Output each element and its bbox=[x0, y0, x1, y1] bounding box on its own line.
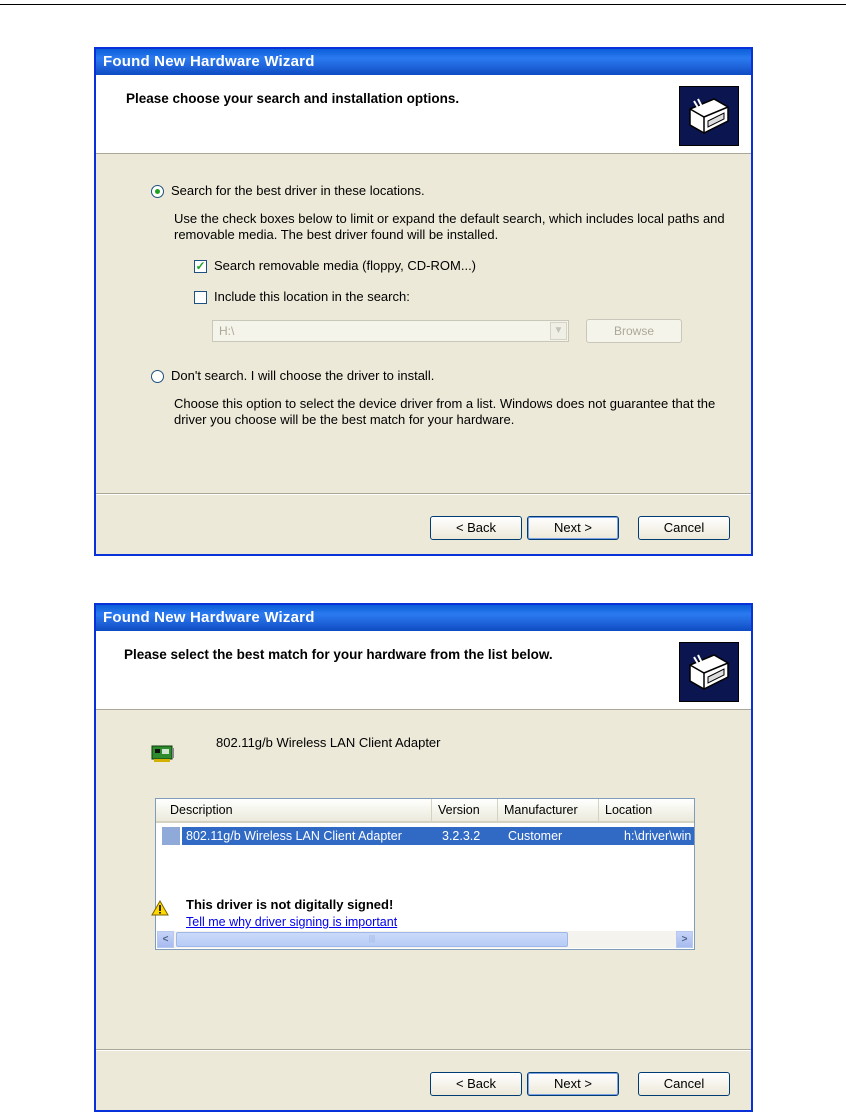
horizontal-scrollbar[interactable] bbox=[157, 931, 693, 948]
scrollbar-thumb[interactable]: ||| bbox=[176, 932, 568, 947]
search-removable-label[interactable]: Search removable media (floppy, CD-ROM...) bbox=[214, 258, 477, 273]
include-location-checkbox[interactable] bbox=[194, 291, 207, 304]
footer-divider bbox=[96, 1049, 751, 1051]
location-value: H:\ bbox=[219, 324, 235, 338]
column-version[interactable]: Version bbox=[432, 799, 498, 821]
list-header bbox=[156, 799, 694, 823]
driver-signing-link[interactable]: Tell me why driver signing is important bbox=[186, 915, 398, 929]
header-title: Please select the best match for your hardware from the list below. bbox=[124, 647, 553, 662]
warning-icon bbox=[151, 900, 169, 916]
row-stub bbox=[162, 827, 180, 845]
cancel-button[interactable]: Cancel bbox=[638, 516, 730, 540]
hardware-wizard-icon bbox=[679, 642, 739, 702]
network-card-icon bbox=[151, 744, 173, 762]
unsigned-warning: This driver is not digitally signed! bbox=[186, 897, 394, 912]
cell-description: 802.11g/b Wireless LAN Client Adapter bbox=[186, 829, 402, 843]
next-button[interactable]: Next > bbox=[527, 516, 619, 540]
hardware-wizard-icon bbox=[679, 86, 739, 146]
back-button[interactable]: < Back bbox=[430, 516, 522, 540]
scroll-right-icon[interactable]: > bbox=[676, 931, 693, 948]
header-title: Please choose your search and installation options. bbox=[126, 91, 460, 106]
dont-search-label[interactable]: Don't search. I will choose the driver to install. bbox=[171, 368, 435, 383]
dont-search-description: Choose this option to select the device driver from a list. Windows does not guarantee that the driver you choose will be the best match for your hardware. bbox=[174, 396, 716, 427]
cell-manufacturer: Customer bbox=[508, 829, 563, 843]
dialog-title: Found New Hardware Wizard bbox=[96, 49, 751, 75]
dialog-header bbox=[96, 75, 751, 154]
browse-button[interactable]: Browse bbox=[586, 319, 682, 343]
dialog-header bbox=[96, 631, 751, 710]
location-combobox[interactable] bbox=[212, 320, 569, 342]
column-location[interactable]: Location bbox=[605, 803, 653, 817]
footer-divider bbox=[96, 493, 751, 495]
table-row[interactable] bbox=[162, 827, 694, 845]
search-option-description: Use the check boxes below to limit or expand the default search, which includes local paths and removable media. The best driver found will be installed. bbox=[174, 211, 725, 242]
cancel-button[interactable]: Cancel bbox=[638, 1072, 730, 1096]
search-option-label[interactable]: Search for the best driver in these locations. bbox=[171, 183, 425, 198]
page-top-rule bbox=[0, 4, 846, 5]
dont-search-radio[interactable] bbox=[151, 370, 164, 383]
cell-version: 3.2.3.2 bbox=[442, 829, 481, 843]
chevron-down-icon[interactable]: ▼ bbox=[550, 322, 567, 340]
back-button[interactable]: < Back bbox=[430, 1072, 522, 1096]
search-removable-checkbox[interactable]: ✓ bbox=[195, 259, 206, 273]
column-manufacturer[interactable]: Manufacturer bbox=[498, 799, 599, 821]
include-location-label[interactable]: Include this location in the search: bbox=[214, 289, 410, 304]
column-description[interactable]: Description bbox=[156, 799, 432, 821]
dialog-title: Found New Hardware Wizard bbox=[96, 605, 751, 631]
device-name: 802.11g/b Wireless LAN Client Adapter bbox=[216, 735, 441, 750]
next-button[interactable]: Next > bbox=[527, 1072, 619, 1096]
scroll-left-icon[interactable]: < bbox=[157, 931, 174, 948]
wizard-dialog-search-options bbox=[94, 47, 753, 556]
search-option-radio[interactable] bbox=[151, 185, 164, 198]
cell-location: h:\driver\win bbox=[624, 829, 692, 843]
wizard-dialog-select-driver bbox=[94, 603, 753, 1112]
